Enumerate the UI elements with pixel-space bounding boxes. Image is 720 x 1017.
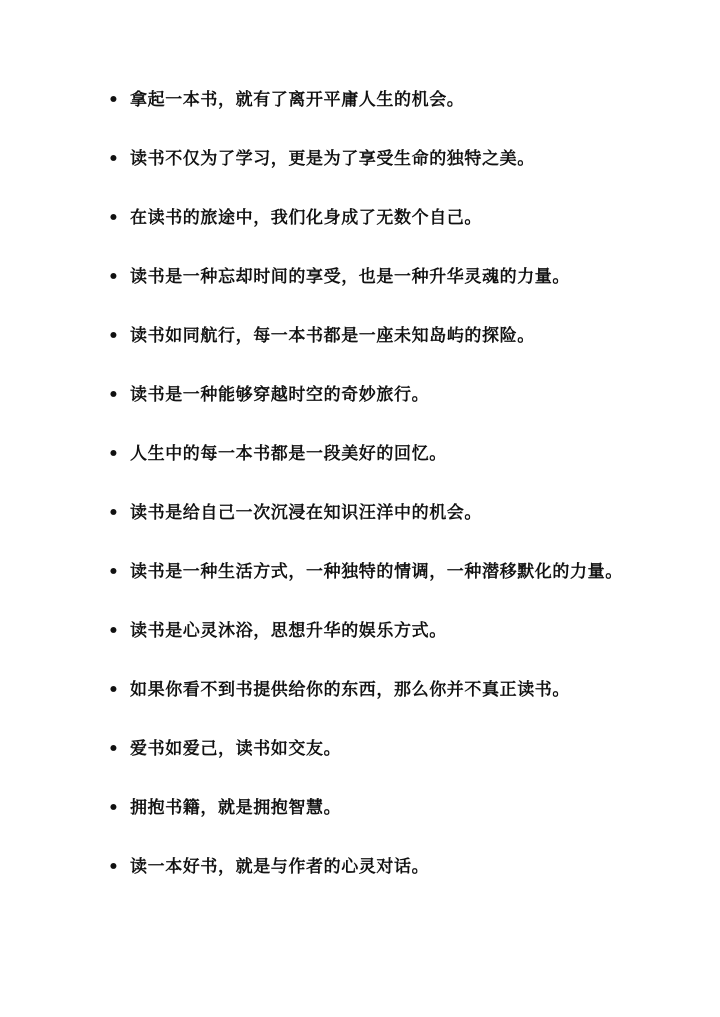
quote-text: 人生中的每一本书都是一段美好的回忆。 <box>130 444 447 464</box>
quote-text: 读书是给自己一次沉浸在知识汪洋中的机会。 <box>130 503 482 523</box>
list-item <box>108 556 628 589</box>
bullet-icon: • <box>108 385 120 405</box>
list-item <box>108 438 628 471</box>
list-item <box>108 851 628 884</box>
list-item <box>108 733 628 766</box>
list-item <box>108 202 628 235</box>
bullet-icon: • <box>108 680 120 700</box>
bullet-icon: • <box>108 503 120 523</box>
bullet-icon: • <box>108 90 120 110</box>
quote-text: 读书不仅为了学习，更是为了享受生命的独特之美。 <box>130 149 535 169</box>
list-item <box>108 497 628 530</box>
quote-text: 读书是一种能够穿越时空的奇妙旅行。 <box>130 385 430 405</box>
quote-text: 读书如同航行，每一本书都是一座未知岛屿的探险。 <box>130 326 535 346</box>
quote-text: 如果你看不到书提供给你的东西，那么你并不真正读书。 <box>130 680 570 700</box>
list-item <box>108 143 628 176</box>
bullet-icon: • <box>108 149 120 169</box>
quote-list <box>108 84 628 910</box>
list-item <box>108 792 628 825</box>
quote-text: 读书是一种忘却时间的享受，也是一种升华灵魂的力量。 <box>130 267 570 287</box>
bullet-icon: • <box>108 326 120 346</box>
list-item <box>108 84 628 117</box>
bullet-icon: • <box>108 267 120 287</box>
list-item <box>108 615 628 648</box>
list-item <box>108 674 628 707</box>
bullet-icon: • <box>108 739 120 759</box>
quote-text: 拿起一本书，就有了离开平庸人生的机会。 <box>130 90 465 110</box>
quote-text: 读书是一种生活方式，一种独特的情调，一种潜移默化的力量。 <box>130 562 623 582</box>
quote-text: 读一本好书，就是与作者的心灵对话。 <box>130 857 430 877</box>
quote-text: 拥抱书籍，就是拥抱智慧。 <box>130 798 342 818</box>
bullet-icon: • <box>108 444 120 464</box>
bullet-icon: • <box>108 798 120 818</box>
list-item <box>108 320 628 353</box>
quote-text: 在读书的旅途中，我们化身成了无数个自己。 <box>130 208 482 228</box>
bullet-icon: • <box>108 621 120 641</box>
quote-text: 爱书如爱己，读书如交友。 <box>130 739 342 759</box>
list-item <box>108 379 628 412</box>
quote-text: 读书是心灵沐浴，思想升华的娱乐方式。 <box>130 621 447 641</box>
list-item <box>108 261 628 294</box>
bullet-icon: • <box>108 857 120 877</box>
bullet-icon: • <box>108 562 120 582</box>
bullet-icon: • <box>108 208 120 228</box>
